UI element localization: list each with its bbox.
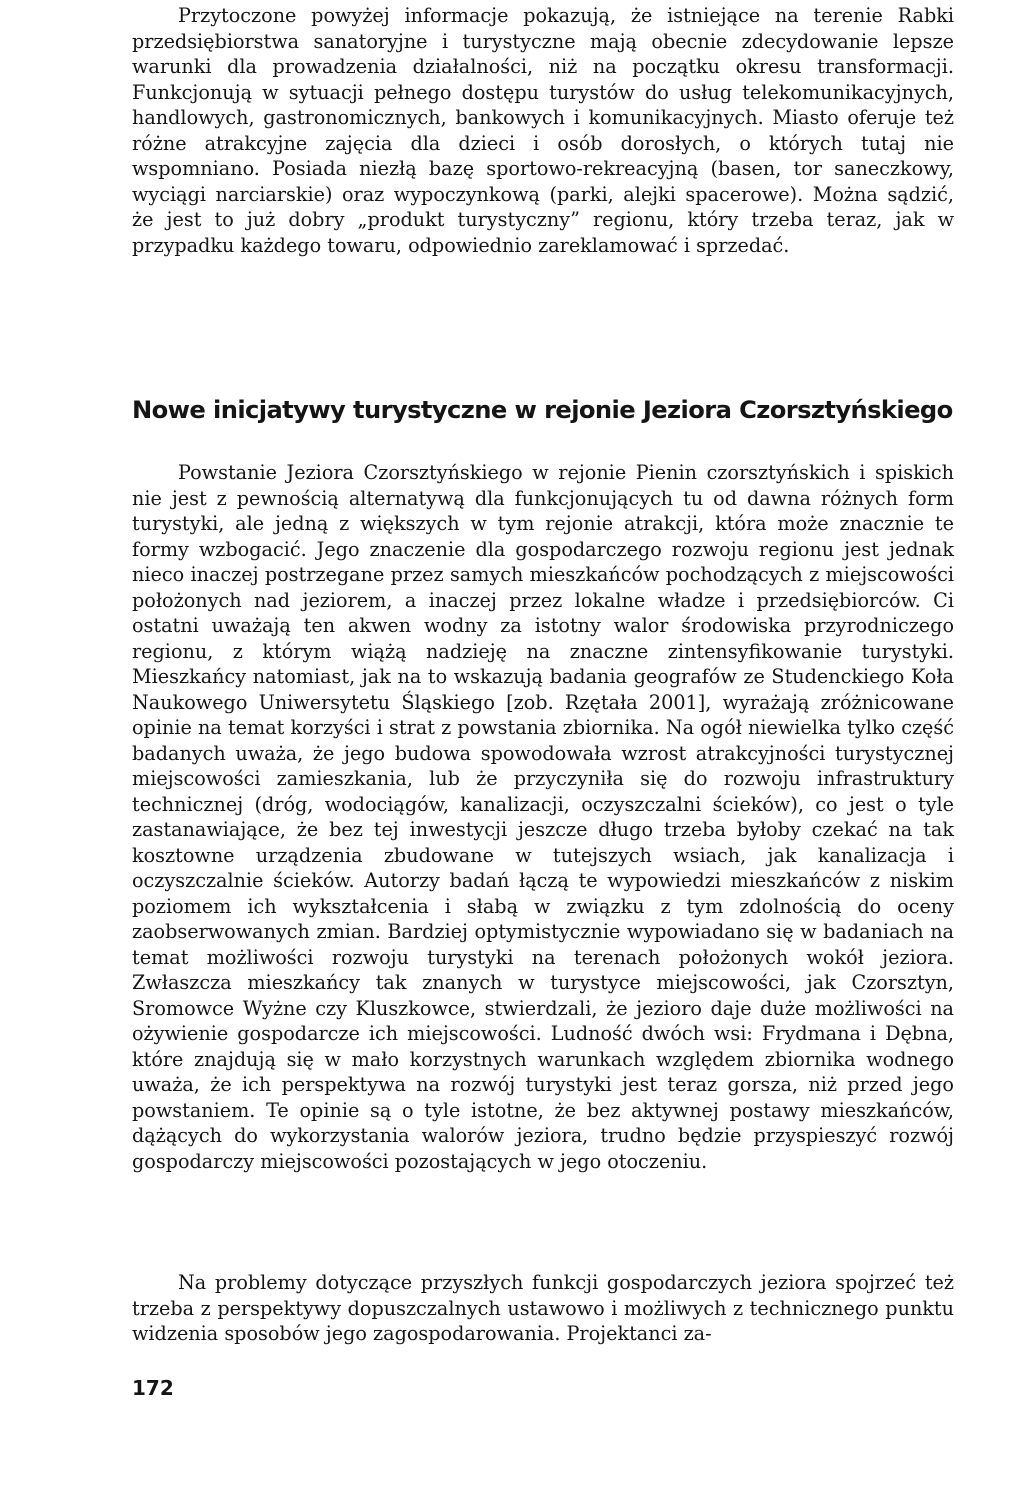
body-paragraph: Przytoczone powyżej informacje pokazują, że istniejące na terenie Rabki przedsiębiorstwa sanatoryjne i turystyczne mają obecnie zdecydowanie lepsze warunki dla prowadzenia działalności, niż na początku okresu transformacji. Funkcjonują w sytuacji pełnego dostępu turystów do usług telekomunikacyjnych, handlowych, gastronomicznych, bankowych i komunikacyjnych. Miasto oferuje też różne atrakcyjne zajęcia dla dzieci i osób dorosłych, o których tutaj nie wspomniano. Posiada niezłą bazę sportowo-rekreacyjną (basen, tor saneczkowy, wyciągi narciarskie) oraz wypoczynkową (parki, alejki spacerowe). Można sądzić, że jest to już dobry „produkt turystyczny” regionu, który trzeba teraz, jak w przypadku każdego towaru, odpowiednio zareklamować i sprzedać. [132, 4, 954, 257]
body-paragraph: Na problemy dotyczące przyszłych funkcji gospodarczych jeziora spojrzeć też trzeba z perspektywy dopuszczalnych ustawowo i możliwych z technicznego punktu widzenia sposobów jego zagospodarowania. Projektanci za- [132, 1271, 954, 1345]
document-page [132, 0, 954, 1491]
body-paragraph: Powstanie Jeziora Czorsztyńskiego w rejonie Pienin czorsztyńskich i spiskich nie jest z pewnością alternatywą dla funkcjonujących tu od dawna różnych form turystyki, ale jedną z większych w tym rejonie atrakcji, która może znacznie te formy wzbogacić. Jego znaczenie dla gospodarczego rozwoju regionu jest jednak nieco inaczej postrzegane przez samych mieszkańców pochodzących z miejscowości położonych nad jeziorem, a inaczej przez lokalne władze i przedsiębiorców. Ci ostatni uważają ten akwen wodny za istotny walor środowiska przyrodniczego regionu, z którym wiążą nadzieję na znaczne zintensyfikowanie turystyki. Mieszkańcy natomiast, jak na to wskazują badania geografów ze Studenckiego Koła Naukowego Uniwersytetu Śląskiego [zob. Rzętała 2001], wyrażają zróżnicowane opinie na temat korzyści i strat z powstania zbiornika. Na ogół niewielka tylko część badanych uważa, że jego budowa spowodowała wzrost atrakcyjności turystycznej miejscowości zamieszkania, lub że przyczyniła się do rozwoju infrastruktury technicznej (dróg, wodociągów, kanalizacji, oczyszczalni ścieków), co jest o tyle zastanawiające, że bez tej inwestycji jeszcze długo trzeba byłoby czekać na tak kosztowne urządzenia zbudowane w tutejszych wsiach, jak kanalizacja i oczyszczalnie ścieków. Autorzy badań łączą te wypowiedzi mieszkańców z niskim poziomem ich wykształcenia i słabą w związku z tym zdolnością do oceny zaobserwowanych zmian. Bardziej optymistycznie wypowiadano się w badaniach na temat możliwości rozwoju turystyki na terenach położonych wokół jeziora. Zwłaszcza mieszkańcy tak znanych w turystyce miejscowości, jak Czorsztyn, Sromowce Wyżne czy Kluszkowce, stwierdzali, że jezioro daje duże możliwości na ożywienie gospodarcze ich miejscowości. Ludność dwóch wsi: Frydmana i Dębna, które znajdują się w mało korzystnych warunkach względem zbiornika wodnego uważa, że ich perspektywa na rozwój turystyki jest teraz gorsza, niż przed jego powstaniem. Te opinie są o tyle istotne, że bez aktywnej postawy mieszkańców, dążących do wykorzystania walorów jeziora, trudno będzie przyspieszyć rozwój gospodarczy miejscowości pozostających w jego otoczeniu. [132, 461, 954, 1173]
page-number: 172 [132, 1376, 174, 1400]
section-heading: Nowe inicjatywy turystyczne w rejonie Jeziora Czorsztyńskiego [132, 396, 953, 424]
